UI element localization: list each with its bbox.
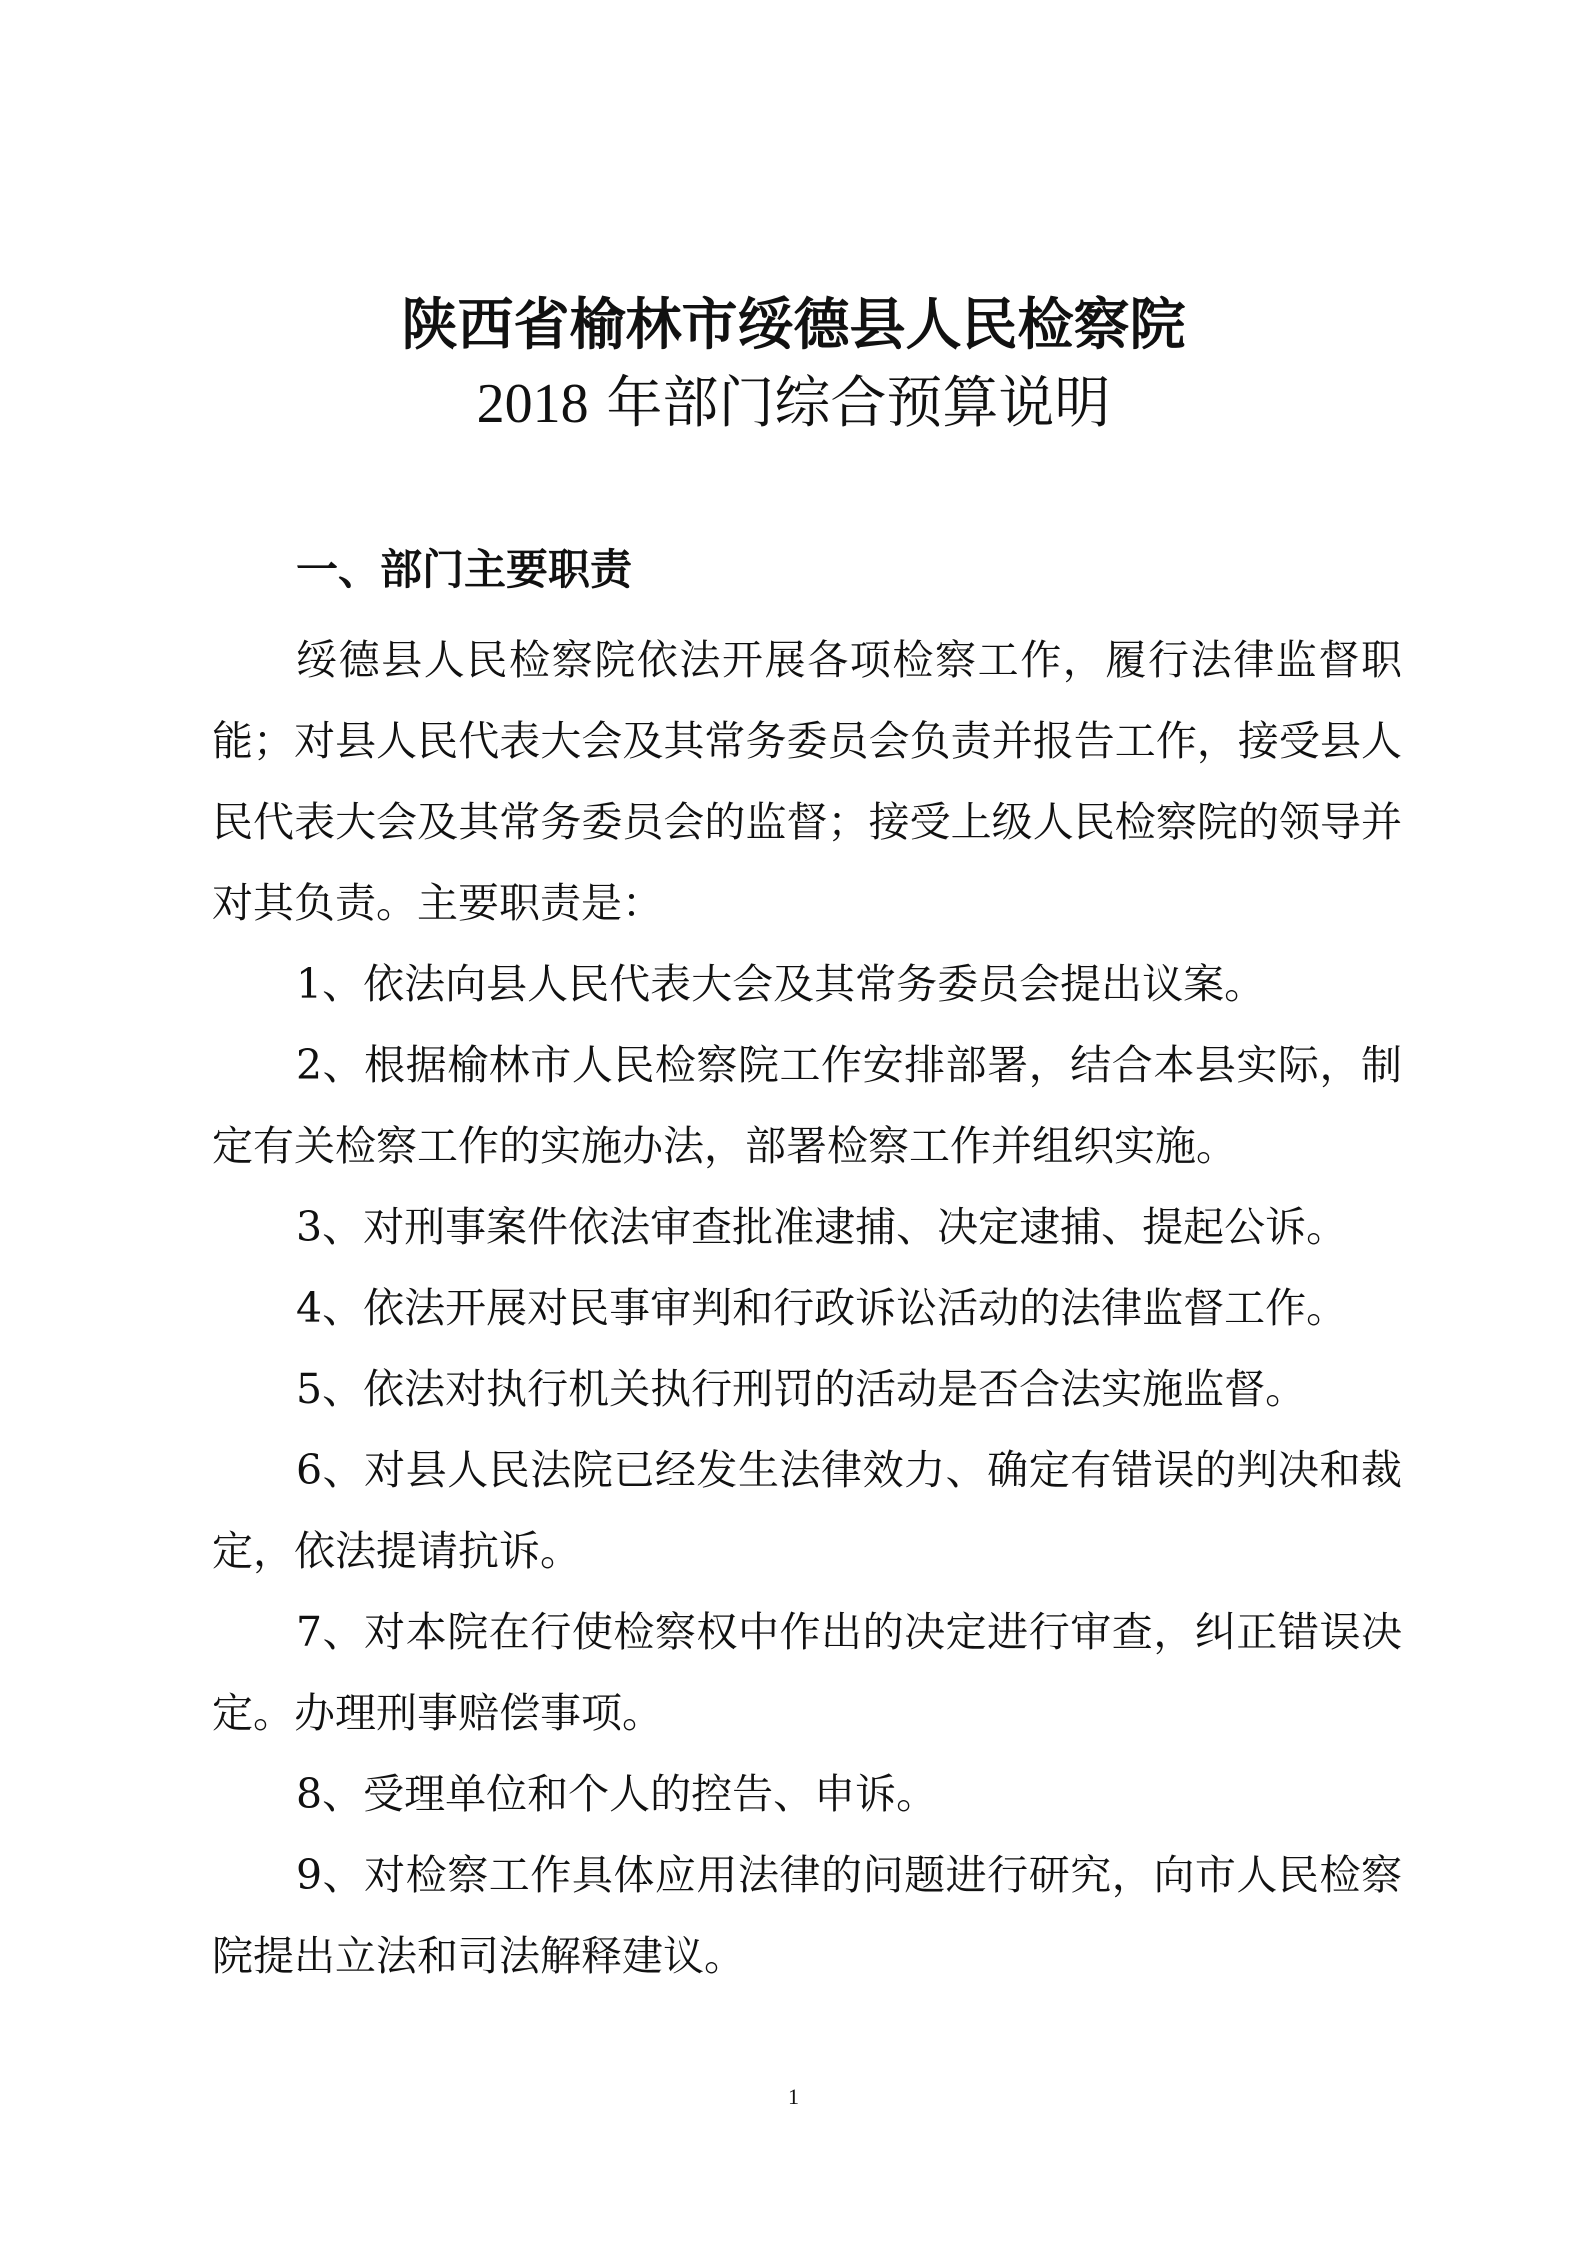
document-title-line-1: 陕西省榆林市绥德县人民检察院: [401, 293, 1186, 358]
paragraph-item-4: 4、依法开展对民事审判和行政诉讼活动的法律监督工作。: [296, 1284, 1348, 1332]
paragraph-item-8: 8、受理单位和个人的控告、申诉。: [296, 1770, 938, 1818]
page-number: 1: [788, 2084, 799, 2109]
paragraph-item-2: 2、根据榆林市人民检察院工作安排部署，结合本县实际，制定有关检察工作的实施办法，部署检察工作并组织实施。: [212, 1041, 1402, 1170]
paragraph-item-5: 5、依法对执行机关执行刑罚的活动是否合法实施监督。: [296, 1365, 1307, 1413]
document-title-line-2: [0, 372, 1587, 436]
paragraph-item-3: 3、对刑事案件依法审查批准逮捕、决定逮捕、提起公诉。: [296, 1203, 1348, 1251]
paragraph-item-1: 1、依法向县人民代表大会及其常务委员会提出议案。: [296, 960, 1266, 1008]
body-text: [212, 620, 1402, 1997]
paragraph-item-7: 7、对本院在行使检察权中作出的决定进行审查，纠正错误决定。办理刑事赔偿事项。: [212, 1608, 1402, 1737]
paragraph-item-6: 6、对县人民法院已经发生法律效力、确定有错误的判决和裁定，依法提请抗诉。: [212, 1446, 1402, 1575]
section-heading: 一、部门主要职责: [296, 545, 633, 594]
title-year: 2018: [476, 373, 589, 435]
paragraph-intro: 绥德县人民检察院依法开展各项检察工作，履行法律监督职能；对县人民代表大会及其常务委员会负责并报告工作，接受县人民代表大会及其常务委员会的监督；接受上级人民检察院的领导并对其负责。主要职责是：: [212, 636, 1402, 927]
title-rest: 年部门综合预算说明: [606, 371, 1111, 436]
paragraph-item-9: 9、对检察工作具体应用法律的问题进行研究，向市人民检察院提出立法和司法解释建议。: [212, 1851, 1402, 1980]
